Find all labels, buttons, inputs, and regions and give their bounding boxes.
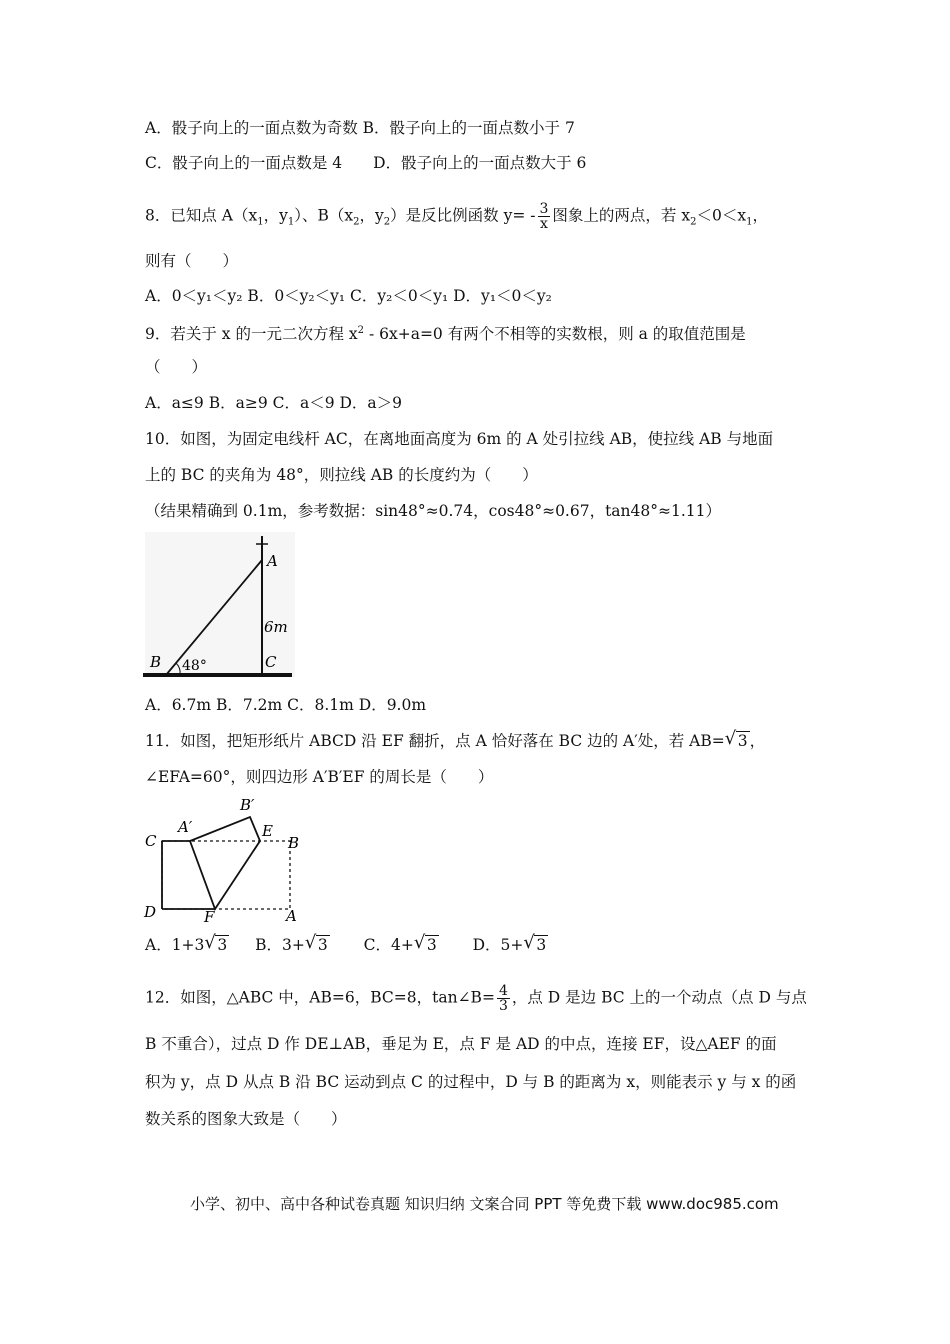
label-B: B [150,653,162,671]
q11-option-d: D．5+ [472,936,524,954]
q11-options [145,935,548,955]
label-A-prime: A′ [178,818,193,836]
label-C: C [265,653,277,671]
label-B-prime: B′ [240,796,255,814]
q8-line2: 则有（ ） [145,252,239,270]
q8-text: ，y [263,206,288,225]
q9-paren: （ ） [145,358,208,376]
q12-line1 [145,984,807,1013]
q12-line2: B 不重合），过点 D 作 DE⊥AB，垂足为 E，点 F 是 AD 的中点，连接 EF，设△AEF 的面 [145,1035,777,1053]
q8-text: ）、B（x [294,206,354,225]
q9-options: A．a≤9 B．a≥9 C．a＜9 D．a＞9 [145,394,403,412]
q11-radical: √ 3 [414,935,439,955]
label-C: C [145,832,157,850]
q8-sub: 1 [257,216,264,228]
q9-sup: 2 [357,325,365,336]
rectangle-outline [162,841,290,909]
label-E: E [262,822,273,840]
q9-stem [145,321,746,344]
q8-text: ， [752,206,768,225]
label-A: A [267,552,278,570]
label-F: F [204,908,215,925]
q8-stem [145,202,768,233]
q10-line1: 10．如图，为固定电线杆 AC，在离地面高度为 6m 的 A 处引拉线 AB，使拉线 AB 与地面 [145,430,774,448]
q11-radical: √ 3 [523,935,548,955]
q8-options: A．0＜y₁＜y₂ B．0＜y₂＜y₁ C．y₂＜0＜y₁ D．y₁＜0＜y₂ [145,287,552,305]
q7-options-line1: A．骰子向上的一面点数为奇数 B．骰子向上的一面点数小于 7 [145,119,575,137]
q8-sub: 2 [690,216,697,228]
label-D: D [144,903,157,921]
q11-text: 11．如图，把矩形纸片 ABCD 沿 EF 翻折，点 A 恰好落在 BC 边的 A′处，若 AB= [145,732,725,750]
label-B: B [288,834,300,852]
q12-line4: 数关系的图象大致是（ ） [145,1110,347,1128]
q11-line2: ∠EFA=60°，则四边形 A′B′EF 的周长是（ ） [145,768,494,786]
q11-option-c: C．4+ [363,936,414,954]
q11-text: ， [749,732,766,750]
q9-text: 9．若关于 x 的一元二次方程 x [145,325,358,344]
q12-line3: 积为 y，点 D 从点 B 沿 BC 运动到点 C 的过程中，D 与 B 的距离为 x，则能表示 y 与 x 的函 [145,1073,797,1091]
q7-options-line2: C．骰子向上的一面点数是 4 D．骰子向上的一面点数大于 6 [145,154,587,172]
folded-quadrilateral [190,817,260,909]
q11-line1 [145,731,765,751]
label-48: 48° [182,658,207,674]
label-6m: 6m [264,618,288,636]
q11-radical: √ 3 [305,935,330,955]
q8-sub: 1 [746,216,753,228]
q8-sub: 2 [353,216,360,228]
q10-options: A．6.7m B．7.2m C．8.1m D．9.0m [145,696,427,714]
q8-text: ＜0＜x [696,206,747,225]
q8-text: 8．已知点 A（x [145,206,258,225]
q10-line3: （结果精确到 0.1m，参考数据：sin48°≈0.74，cos48°≈0.67，tan48°≈1.11） [145,502,722,520]
q12-text: 12．如图，△ABC 中，AB=6，BC=8，tan∠B= [145,988,495,1007]
q8-sub: 2 [383,216,391,228]
q10-line2: 上的 BC 的夹角为 48°，则拉线 AB 的长度约为（ ） [145,466,538,484]
footer-text: 小学、初中、高中各种试卷真题 知识归纳 文案合同 PPT 等免费下载 www.doc985.com [190,1195,779,1213]
q8-fraction: $\frac{3}{x}$ [539,201,549,232]
q10-figure [140,532,310,682]
q8-sub: 1 [287,216,295,228]
q11-figure [140,795,310,925]
q8-text: ，y [359,206,384,225]
q9-text: - 6x+a=0 有两个不相等的实数根，则 a 的取值范围是 [364,325,746,344]
q8-text: ）是反比例函数 y= - [390,206,536,225]
label-A: A [286,907,297,925]
q8-text: 图象上的两点，若 x [552,206,691,225]
q11-option-b: B．3+ [255,936,305,954]
q11-radical: √ 3 [725,731,750,751]
q12-text: ，点 D 是边 BC 上的一个动点（点 D 与点 [511,988,807,1007]
q11-option-a: A．1+3 [145,936,205,954]
q12-fraction: $\frac{4}{3}$ [498,983,508,1014]
q11-radical: √ 3 [204,935,229,955]
